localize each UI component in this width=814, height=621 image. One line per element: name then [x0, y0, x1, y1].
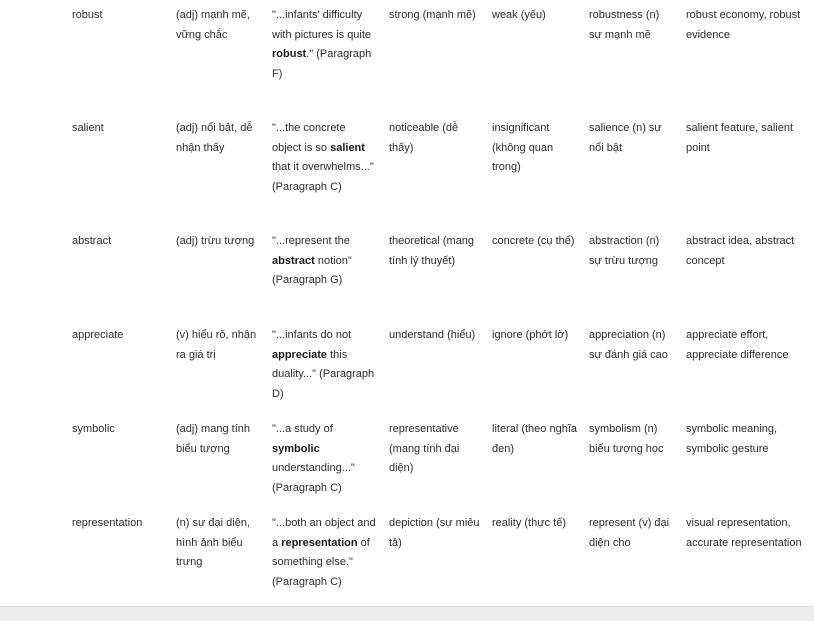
example-text: "...both an object and a [272, 517, 376, 549]
example-cell [266, 0, 383, 113]
collocation-cell: robust economy, robust evidence [686, 9, 801, 41]
example-text: understanding..." (Paragraph C) [272, 462, 355, 494]
row-spacer [0, 113, 66, 226]
synonym-cell: theoretical (mang tính lý thuyết) [389, 235, 474, 267]
word-cell: abstract [72, 235, 112, 247]
word-family-cell: salience (n) sự nổi bật [589, 122, 662, 154]
table-row [0, 320, 814, 414]
collocation-cell: abstract idea, abstract concept [686, 235, 795, 267]
antonym-cell: ignore (phớt lờ) [492, 329, 569, 341]
word-family-cell: symbolism (n) biểu tượng học [589, 423, 664, 455]
antonym-cell: weak (yếu) [492, 9, 546, 21]
row-spacer [0, 508, 66, 621]
table-row [0, 113, 814, 226]
highlighted-word: abstract [272, 254, 315, 267]
bottom-scrollbar-area [0, 606, 814, 621]
highlighted-word: representation [281, 536, 358, 549]
collocation-cell: salient feature, salient point [686, 122, 794, 154]
antonym-cell: concrete (cụ thể) [492, 235, 575, 247]
collocation-cell: appreciate effort, appreciate difference [686, 329, 789, 361]
example-text: this duality..." (Paragraph D) [272, 348, 375, 400]
word-cell: robust [72, 9, 103, 21]
row-spacer [0, 320, 66, 414]
synonym-cell: understand (hiểu) [389, 329, 476, 341]
table-row [0, 414, 814, 508]
word-cell: salient [72, 122, 104, 134]
meaning-cell: (n) sự đại diện, hình ảnh biểu trưng [176, 517, 251, 568]
word-cell: symbolic [72, 423, 115, 435]
synonym-cell: noticeable (dễ thấy) [389, 122, 459, 154]
word-family-cell: abstraction (n) sự trừu tượng [589, 235, 660, 267]
example-text: that it overwhelms..." (Paragraph C) [272, 161, 374, 193]
highlighted-word: appreciate [272, 348, 328, 361]
example-text: "...infants do not [272, 329, 352, 341]
meaning-cell: (adj) trừu tượng [176, 235, 255, 247]
word-cell: appreciate [72, 329, 124, 341]
table-row [0, 226, 814, 320]
highlighted-word: robust [272, 48, 307, 60]
antonym-cell: insignificant (không quan trọng) [492, 122, 554, 173]
example-text: "...a study of [272, 423, 333, 435]
meaning-cell: (adj) mạnh mẽ, vững chắc [176, 9, 250, 41]
row-spacer [0, 226, 66, 320]
word-family-cell: robustness (n) sự mạnh mẽ [589, 9, 660, 41]
row-spacer [0, 0, 66, 113]
synonym-cell: strong (mạnh mẽ) [389, 9, 476, 21]
example-text: "...represent the [272, 235, 350, 247]
example-text: notion" (Paragraph G) [272, 254, 352, 286]
example-cell [266, 414, 383, 508]
example-cell [266, 113, 383, 226]
antonym-cell: literal (theo nghĩa đen) [492, 423, 577, 455]
example-text: of something else." (Paragraph C) [272, 536, 370, 588]
word-cell: representation [72, 517, 143, 529]
highlighted-word: symbolic [272, 442, 320, 455]
meaning-cell: (adj) mang tính biểu tượng [176, 423, 250, 455]
example-text: "...the concrete object is so [272, 122, 346, 154]
example-cell [266, 226, 383, 320]
table-row [0, 508, 814, 621]
row-spacer [0, 414, 66, 508]
meaning-cell: (adj) nổi bật, dễ nhận thấy [176, 122, 253, 154]
antonym-cell: reality (thực tế) [492, 517, 566, 529]
collocation-cell: symbolic meaning, symbolic gesture [686, 423, 778, 455]
example-text: "...infants' difficulty with pictures is quite [272, 9, 372, 41]
example-text: ." (Paragraph F) [272, 48, 372, 80]
collocation-cell: visual representation, accurate representation [686, 517, 802, 549]
highlighted-word: salient [330, 141, 365, 154]
example-cell [266, 508, 383, 621]
synonym-cell: representative (mang tính đại diện) [389, 423, 460, 474]
meaning-cell: (v) hiểu rõ, nhận ra giá trị [176, 329, 257, 361]
word-family-cell: appreciation (n) sự đánh giá cao [589, 329, 668, 361]
synonym-cell: depiction (sự miêu tả) [389, 517, 480, 549]
word-family-cell: represent (v) đại diện cho [589, 517, 670, 549]
table-row [0, 0, 814, 113]
example-cell [266, 320, 383, 414]
